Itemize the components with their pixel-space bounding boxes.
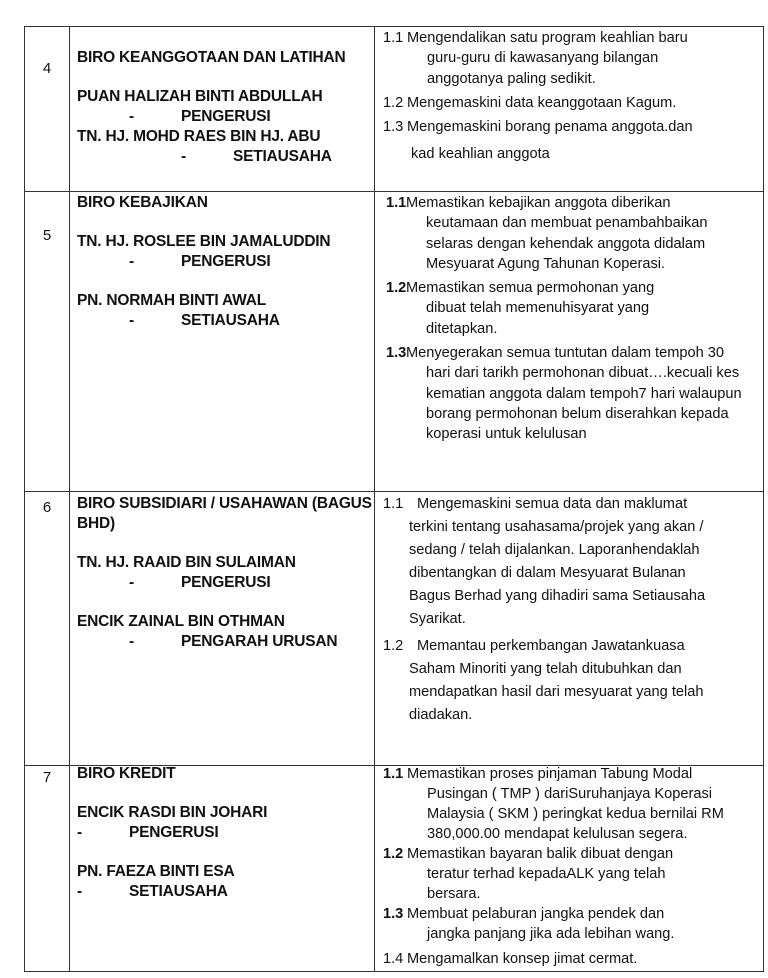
person-role: - PENGERUSI: [129, 108, 271, 125]
biro-cell: [77, 48, 367, 167]
task-item: 1.1 Memastikan kebajikan anggota diberikan keutamaan dan membuat penambahbaikan selaras dengan kehendak anggota didalam Mesyuarat Agung Tahunan Koperasi.: [386, 195, 708, 272]
person-name: TN. HJ. RAAID BIN SULAIMAN: [77, 554, 296, 571]
task-cell: [383, 764, 761, 973]
biro-title: BHD): [77, 515, 115, 532]
person-role: - SETIAUSAHA: [129, 312, 280, 329]
person-name: PUAN HALIZAH BINTI ABDULLAH: [77, 88, 323, 105]
row-divider: [25, 191, 763, 192]
row-number: 5: [42, 227, 52, 244]
row-number: 6: [42, 499, 52, 516]
biro-cell: [77, 193, 367, 331]
task-item: 1.2 Memastikan bayaran balik dibuat dengan teratur terhad kepadaALK yang telah bersara.: [383, 846, 674, 902]
person-role: - PENGERUSI: [129, 253, 271, 270]
task-item: 1.2 Memantau perkembangan Jawatankuasa Saham Minoriti yang telah ditubuhkan dan mendapatkan hasil dari mesyuarat yang telah diadakan.: [383, 638, 704, 723]
row-number: 4: [42, 60, 52, 77]
task-item: 1.4 Mengamalkan konsep jimat cermat.: [383, 951, 638, 967]
person-name: TN. HJ. ROSLEE BIN JAMALUDDIN: [77, 233, 331, 250]
person-role: - PENGARAH URUSAN: [129, 633, 338, 650]
person-name: ENCIK RASDI BIN JOHARI: [77, 804, 268, 821]
person-role: - PENGERUSI: [77, 824, 219, 841]
person-name: TN. HJ. MOHD RAES BIN HJ. ABU: [77, 128, 321, 145]
task-item: 1.1 Mengemaskini semua data dan maklumat terkini tentang usahasama/projek yang akan / sedang / telah dijalankan. Laporanhendaklah dibentangkan di dalam Mesyuarat Bulanan Bagus Berhad yang dihadiri sama Setiausaha Syarikat.: [383, 496, 706, 627]
biro-title: BIRO KEANGGOTAAN DAN LATIHAN: [77, 49, 346, 66]
task-item: 1.1 Mengendalikan satu program keahlian baru guru-guru di kawasanyang bilangan anggotanya paling sedikit.: [383, 30, 688, 87]
task-item: 1.3 Mengemaskini borang penama anggota.dan kad keahlian anggota: [383, 119, 693, 163]
row-number: 7: [42, 769, 52, 786]
column-divider-1: [69, 27, 70, 971]
biro-title: BIRO SUBSIDIARI / USAHAWAN (BAGUS: [77, 495, 372, 512]
biro-cell: [77, 764, 367, 902]
biro-title: BIRO KREDIT: [77, 765, 176, 782]
person-name: ENCIK ZAINAL BIN OTHMAN: [77, 613, 285, 630]
biro-title: BIRO KEBAJIKAN: [77, 194, 208, 211]
task-cell: [383, 28, 761, 169]
biro-cell: [77, 494, 372, 652]
biro-table: [24, 26, 764, 972]
person-role: - PENGERUSI: [129, 574, 271, 591]
column-divider-2: [374, 27, 375, 971]
task-item: 1.3 Membuat pelaburan jangka pendek dan jangka panjang jika ada lebihan wang.: [383, 906, 675, 942]
person-role: - SETIAUSAHA: [181, 148, 332, 165]
task-cell: [386, 193, 764, 449]
task-item: 1.2 Mengemaskini data keanggotaan Kagum.: [383, 94, 677, 111]
task-item: 1.2 Memastikan semua permohonan yang dibuat telah memenuhisyarat yang ditetapkan.: [386, 280, 655, 337]
task-item: 1.3 Menyegerakan semua tuntutan dalam tempoh 30 hari dari tarikh permohonan dibuat….kecuali kes kematian anggota dalam tempoh7 hari walaupun borang permohonan belum diserahkan kepada koperasi untuk kelulusan: [386, 345, 742, 443]
person-name: PN. FAEZA BINTI ESA: [77, 863, 235, 880]
task-cell: [383, 493, 761, 731]
person-role: - SETIAUSAHA: [77, 883, 228, 900]
row-divider: [25, 491, 763, 492]
task-item: 1.1 Memastikan proses pinjaman Tabung Modal Pusingan ( TMP ) dariSuruhanjaya Koperasi Malaysia ( SKM ) peringkat kedua bernilai RM 380,000.00 mendapat kelulusan segera.: [383, 766, 724, 842]
person-name: PN. NORMAH BINTI AWAL: [77, 292, 266, 309]
